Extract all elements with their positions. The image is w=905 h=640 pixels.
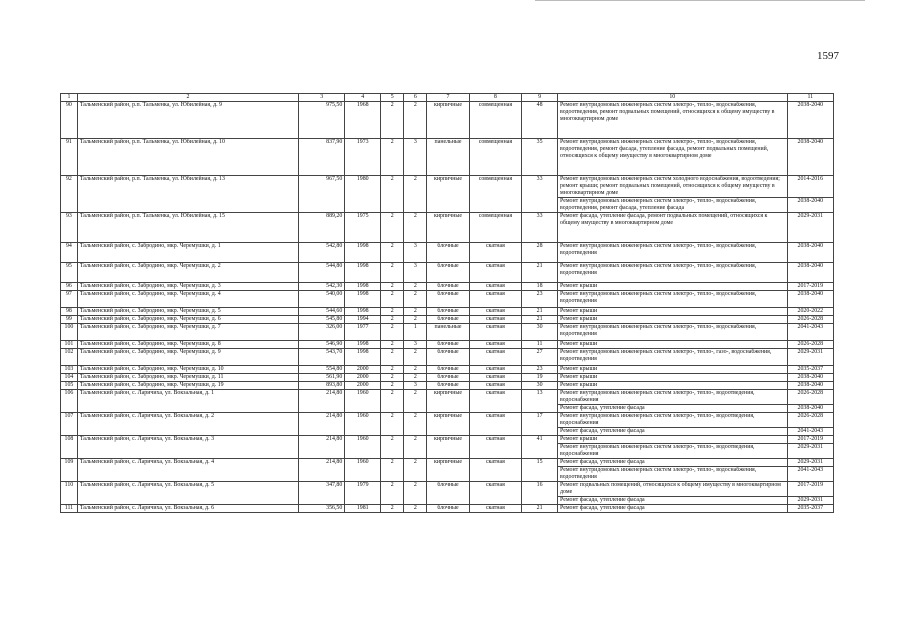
address-cell: Тальменский район, с. Забродино, мкр. Черемушки, д. 8 [77,341,298,349]
work-period-cell: 2029-2031 [787,213,833,243]
column-number: 9 [522,94,558,102]
floors-cell: 2 [381,374,404,382]
table-row [61,291,834,308]
wall-material-cell: блочные [427,263,469,283]
work-period-cell: 2038-2040 [787,263,833,283]
roof-type-cell: совмещенная [469,139,522,176]
count-cell: 35 [522,139,558,176]
floors-cell: 2 [381,308,404,316]
area-cell: 544,80 [299,263,345,283]
work-period-cell: 2026-2028 [787,390,833,405]
wall-material-cell: кирпичные [427,413,469,436]
row-number: 110 [61,482,78,505]
row-number: 95 [61,263,78,283]
work-description-cell: Ремонт подвальных помещений, относящихся к общему имуществу в многоквартирном доме [558,482,788,497]
wall-material-cell: блочные [427,382,469,390]
count-cell: 30 [522,324,558,341]
top-edge-rule [535,0,865,3]
address-cell: Тальменский район, с. Забродино, мкр. Черемушки, д. 6 [77,316,298,324]
entrances-cell: 2 [404,459,427,482]
column-number: 7 [427,94,469,102]
entrances-cell: 3 [404,139,427,176]
year-cell: 1977 [345,324,381,341]
work-period-cell: 2020-2022 [787,308,833,316]
row-number: 102 [61,349,78,366]
count-cell: 13 [522,390,558,413]
entrances-cell: 2 [404,482,427,505]
table-row [61,366,834,374]
count-cell: 21 [522,308,558,316]
entrances-cell: 2 [404,505,427,513]
floors-cell: 2 [381,283,404,291]
count-cell: 23 [522,291,558,308]
roof-type-cell: совмещенная [469,102,522,139]
year-cell: 1979 [345,482,381,505]
count-cell: 19 [522,374,558,382]
address-cell: Тальменский район, с. Ларичиха, ул. Вокзальная, д. 3 [77,436,298,459]
area-cell: 214,80 [299,390,345,413]
address-cell: Тальменский район, с. Ларичиха, ул. Вокзальная, д. 5 [77,482,298,505]
address-cell: Тальменский район, с. Забродино, мкр. Черемушки, д. 9 [77,349,298,366]
work-description-cell: Ремонт крыши [558,366,788,374]
work-period-cell: 2017-2019 [787,436,833,444]
address-cell: Тальменский район, с. Ларичиха, ул. Вокзальная, д. 6 [77,505,298,513]
address-cell: Тальменский район, с. Забродино, мкр. Черемушки, д. 7 [77,324,298,341]
address-cell: Тальменский район, с. Забродино, мкр. Черемушки, д. 11 [77,374,298,382]
housing-register-table [60,93,834,513]
wall-material-cell: блочные [427,291,469,308]
work-period-cell: 2017-2019 [787,283,833,291]
floors-cell: 2 [381,176,404,213]
roof-type-cell: скатная [469,349,522,366]
work-period-cell: 2017-2019 [787,482,833,497]
row-number: 94 [61,243,78,263]
entrances-cell: 3 [404,341,427,349]
table-row [61,243,834,263]
floors-cell: 2 [381,459,404,482]
floors-cell: 2 [381,263,404,283]
work-description-cell: Ремонт внутридомовых инженерных систем холодного водоснабжения, водоотведения; ремонт крыши; ремонт подвальных помещений, относящихся к общему имуществу в многоквартирном доме [558,176,788,198]
table-row [61,139,834,176]
floors-cell: 2 [381,482,404,505]
work-period-cell: 2029-2031 [787,349,833,366]
work-period-cell: 2026-2028 [787,413,833,428]
area-cell: 967,50 [299,176,345,213]
table-row [61,283,834,291]
area-cell: 356,50 [299,505,345,513]
area-cell: 542,80 [299,243,345,263]
table-row [61,505,834,513]
row-number: 93 [61,213,78,243]
address-cell: Тальменский район, р.п. Тальменка, ул. Юбилейная, д. 10 [77,139,298,176]
roof-type-cell: скатная [469,390,522,413]
work-period-cell: 2041-2043 [787,324,833,341]
area-cell: 545,80 [299,316,345,324]
work-period-cell: 2038-2040 [787,405,833,413]
count-cell: 23 [522,366,558,374]
work-description-cell: Ремонт фасада, утепление фасада [558,405,788,413]
roof-type-cell: скатная [469,263,522,283]
work-period-cell: 2038-2040 [787,243,833,263]
area-cell: 837,90 [299,139,345,176]
row-number: 104 [61,374,78,382]
floors-cell: 2 [381,349,404,366]
year-cell: 1960 [345,413,381,436]
area-cell: 347,80 [299,482,345,505]
year-cell: 1998 [345,291,381,308]
work-description-cell: Ремонт внутридомовых инженерных систем электро-, тепло-, водоснабжения, водоотведения [558,243,788,263]
work-description-cell: Ремонт крыши [558,341,788,349]
row-number: 97 [61,291,78,308]
entrances-cell: 1 [404,324,427,341]
wall-material-cell: блочные [427,349,469,366]
wall-material-cell: блочные [427,374,469,382]
table-row [61,459,834,467]
table-row [61,176,834,198]
area-cell: 214,80 [299,459,345,482]
roof-type-cell: скатная [469,459,522,482]
work-period-cell: 2026-2028 [787,316,833,324]
address-cell: Тальменский район, р.п. Тальменка, ул. Юбилейная, д. 9 [77,102,298,139]
row-number: 108 [61,436,78,459]
wall-material-cell: панельные [427,139,469,176]
area-cell: 561,90 [299,374,345,382]
wall-material-cell: кирпичные [427,436,469,459]
work-description-cell: Ремонт внутридомовых инженерных систем электро-, тепло-, водоснабжения, водоотведения, ремонт подвальных помещений, относящихся к общему имуществу в многоквартирном доме [558,102,788,139]
row-number: 101 [61,341,78,349]
work-period-cell: 2035-2037 [787,505,833,513]
work-period-cell: 2038-2040 [787,382,833,390]
wall-material-cell: блочные [427,316,469,324]
area-cell: 554,80 [299,366,345,374]
address-cell: Тальменский район, с. Забродино, мкр. Черемушки, д. 1 [77,243,298,263]
row-number: 107 [61,413,78,436]
count-cell: 11 [522,341,558,349]
count-cell: 27 [522,349,558,366]
work-description-cell: Ремонт крыши [558,374,788,382]
work-period-cell: 2026-2028 [787,341,833,349]
row-number: 100 [61,324,78,341]
year-cell: 1960 [345,459,381,482]
year-cell: 1994 [345,316,381,324]
wall-material-cell: блочные [427,341,469,349]
work-period-cell: 2041-2043 [787,428,833,436]
count-cell: 18 [522,283,558,291]
table-row [61,349,834,366]
work-description-cell: Ремонт крыши [558,283,788,291]
wall-material-cell: кирпичные [427,102,469,139]
entrances-cell: 2 [404,291,427,308]
work-description-cell: Ремонт крыши [558,316,788,324]
address-cell: Тальменский район, с. Забродино, мкр. Черемушки, д. 4 [77,291,298,308]
entrances-cell: 3 [404,243,427,263]
count-cell: 21 [522,263,558,283]
year-cell: 1998 [345,308,381,316]
floors-cell: 2 [381,243,404,263]
roof-type-cell: скатная [469,413,522,436]
row-number: 96 [61,283,78,291]
floors-cell: 2 [381,382,404,390]
table-row [61,263,834,283]
work-period-cell: 2029-2031 [787,497,833,505]
table-row [61,436,834,444]
work-description-cell: Ремонт внутридомовых инженерных систем электро-, тепло-, водоснабжения, водоотведения, ремонт фасада, утепление фасада, ремонт подвальных помещений, относящихся к общему имуществу в многоквартирном доме [558,139,788,176]
roof-type-cell: скатная [469,436,522,459]
row-number: 103 [61,366,78,374]
address-cell: Тальменский район, с. Ларичиха, ул. Вокзальная, д. 1 [77,390,298,413]
wall-material-cell: блочные [427,308,469,316]
wall-material-cell: кирпичные [427,176,469,213]
floors-cell: 2 [381,316,404,324]
work-period-cell: 2029-2031 [787,444,833,459]
row-number: 109 [61,459,78,482]
floors-cell: 2 [381,324,404,341]
count-cell: 28 [522,243,558,263]
work-period-cell: 2014-2016 [787,176,833,198]
year-cell: 1998 [345,341,381,349]
work-period-cell: 2038-2040 [787,198,833,213]
floors-cell: 2 [381,213,404,243]
work-description-cell: Ремонт внутридомовых инженерных систем электро-, тепло-, водоотведения, водоснабжения [558,413,788,428]
roof-type-cell: скатная [469,243,522,263]
floors-cell: 2 [381,505,404,513]
work-description-cell: Ремонт внутридомовых инженерных систем электро-, тепло-, водоснабжения, водоотведения [558,291,788,308]
year-cell: 1968 [345,102,381,139]
area-cell: 975,50 [299,102,345,139]
column-number: 11 [787,94,833,102]
table-row [61,213,834,243]
count-cell: 17 [522,413,558,436]
column-number: 8 [469,94,522,102]
roof-type-cell: скатная [469,283,522,291]
count-cell: 33 [522,176,558,213]
address-cell: Тальменский район, с. Ларичиха, ул. Вокзальная, д. 4 [77,459,298,482]
entrances-cell: 3 [404,382,427,390]
column-number-row [61,94,834,102]
count-cell: 33 [522,213,558,243]
row-number: 105 [61,382,78,390]
count-cell: 41 [522,436,558,459]
work-period-cell: 2038-2040 [787,291,833,308]
roof-type-cell: скатная [469,316,522,324]
column-number: 10 [558,94,788,102]
work-description-cell: Ремонт внутридомовых инженерных систем электро-, тепло-, водоотведения, водоснабжения [558,390,788,405]
row-number: 111 [61,505,78,513]
floors-cell: 2 [381,102,404,139]
area-cell: 542,30 [299,283,345,291]
entrances-cell: 2 [404,374,427,382]
work-description-cell: Ремонт фасада, утепление фасада [558,497,788,505]
column-number: 5 [381,94,404,102]
entrances-cell: 2 [404,366,427,374]
address-cell: Тальменский район, с. Забродино, мкр. Черемушки, д. 10 [77,366,298,374]
year-cell: 1960 [345,436,381,459]
entrances-cell: 2 [404,213,427,243]
roof-type-cell: скатная [469,482,522,505]
year-cell: 1981 [345,505,381,513]
area-cell: 214,80 [299,413,345,436]
count-cell: 21 [522,505,558,513]
roof-type-cell: скатная [469,366,522,374]
roof-type-cell: скатная [469,324,522,341]
address-cell: Тальменский район, с. Забродино, мкр. Черемушки, д. 19 [77,382,298,390]
roof-type-cell: совмещенная [469,176,522,213]
row-number: 92 [61,176,78,213]
address-cell: Тальменский район, с. Забродино, мкр. Черемушки, д. 2 [77,263,298,283]
column-number: 4 [345,94,381,102]
work-period-cell: 2038-2040 [787,139,833,176]
floors-cell: 2 [381,366,404,374]
work-description-cell: Ремонт крыши [558,308,788,316]
roof-type-cell: скатная [469,341,522,349]
wall-material-cell: блочные [427,505,469,513]
work-description-cell: Ремонт внутридомовых инженерных систем электро-, тепло-, водоотведения, водоснабжения [558,444,788,459]
year-cell: 1998 [345,283,381,291]
count-cell: 48 [522,102,558,139]
floors-cell: 2 [381,341,404,349]
work-description-cell: Ремонт внутридомовых инженерных систем электро-, тепло-, газо-, водоснабжения, водоотведения [558,349,788,366]
table-row [61,308,834,316]
floors-cell: 2 [381,413,404,436]
work-description-cell: Ремонт внутридомовых инженерных систем электро-, тепло-, водоснабжения, водоотведения [558,263,788,283]
table-row [61,102,834,139]
table-row [61,324,834,341]
column-number: 1 [61,94,78,102]
roof-type-cell: скатная [469,291,522,308]
roof-type-cell: скатная [469,505,522,513]
entrances-cell: 2 [404,283,427,291]
address-cell: Тальменский район, с. Забродино, мкр. Черемушки, д. 3 [77,283,298,291]
row-number: 90 [61,102,78,139]
table-row [61,341,834,349]
wall-material-cell: блочные [427,283,469,291]
work-description-cell: Ремонт фасада, утепление фасада [558,459,788,467]
table-row [61,482,834,497]
year-cell: 1998 [345,263,381,283]
address-cell: Тальменский район, с. Забродино, мкр. Черемушки, д. 5 [77,308,298,316]
area-cell: 889,20 [299,213,345,243]
year-cell: 2000 [345,366,381,374]
work-description-cell: Ремонт крыши [558,436,788,444]
year-cell: 1960 [345,390,381,413]
wall-material-cell: блочные [427,482,469,505]
entrances-cell: 2 [404,436,427,459]
work-description-cell: Ремонт фасада, утепление фасада [558,428,788,436]
address-cell: Тальменский район, р.п. Тальменка, ул. Юбилейная, д. 13 [77,176,298,213]
year-cell: 2000 [345,382,381,390]
work-period-cell: 2029-2031 [787,459,833,467]
work-description-cell: Ремонт крыши [558,382,788,390]
year-cell: 2000 [345,374,381,382]
work-description-cell: Ремонт фасада, утепление фасада, ремонт подвальных помещений, относящихся к общему имуществу в многоквартирном доме [558,213,788,243]
entrances-cell: 2 [404,102,427,139]
count-cell: 15 [522,459,558,482]
table-row [61,374,834,382]
area-cell: 546,90 [299,341,345,349]
work-description-cell: Ремонт внутридомовых инженерных систем электро-, тепло-, водоснабжения, водоотведения, ремонт фасада, утепление фасада [558,198,788,213]
work-description-cell: Ремонт внутридомовых инженерных систем электро-, тепло-, водоснабжения, водоотведения [558,467,788,482]
work-period-cell: 2035-2037 [787,366,833,374]
year-cell: 1975 [345,213,381,243]
wall-material-cell: кирпичные [427,390,469,413]
work-period-cell: 2041-2043 [787,467,833,482]
table-row [61,316,834,324]
area-cell: 540,00 [299,291,345,308]
roof-type-cell: скатная [469,382,522,390]
wall-material-cell: блочные [427,366,469,374]
year-cell: 1980 [345,176,381,213]
floors-cell: 2 [381,291,404,308]
row-number: 99 [61,316,78,324]
wall-material-cell: кирпичные [427,213,469,243]
count-cell: 16 [522,482,558,505]
address-cell: Тальменский район, с. Ларичиха, ул. Вокзальная, д. 2 [77,413,298,436]
year-cell: 1998 [345,349,381,366]
wall-material-cell: блочные [427,243,469,263]
row-number: 98 [61,308,78,316]
wall-material-cell: кирпичные [427,459,469,482]
roof-type-cell: совмещенная [469,213,522,243]
work-period-cell: 2038-2040 [787,102,833,139]
floors-cell: 2 [381,436,404,459]
area-cell: 326,00 [299,324,345,341]
roof-type-cell: скатная [469,374,522,382]
count-cell: 21 [522,316,558,324]
work-description-cell: Ремонт внутридомовых инженерных систем электро-, тепло-, водоснабжения, водоотведения [558,324,788,341]
year-cell: 1973 [345,139,381,176]
row-number: 91 [61,139,78,176]
table-row [61,390,834,405]
area-cell: 543,70 [299,349,345,366]
page-number: 1597 [817,50,839,62]
column-number: 3 [299,94,345,102]
entrances-cell: 2 [404,413,427,436]
row-number: 106 [61,390,78,413]
area-cell: 893,80 [299,382,345,390]
entrances-cell: 2 [404,390,427,413]
count-cell: 30 [522,382,558,390]
table-row [61,382,834,390]
area-cell: 214,80 [299,436,345,459]
entrances-cell: 2 [404,349,427,366]
column-number: 6 [404,94,427,102]
column-number: 2 [77,94,298,102]
entrances-cell: 2 [404,316,427,324]
address-cell: Тальменский район, р.п. Тальменка, ул. Юбилейная, д. 15 [77,213,298,243]
wall-material-cell: панельные [427,324,469,341]
entrances-cell: 3 [404,263,427,283]
table-row [61,413,834,428]
entrances-cell: 2 [404,308,427,316]
floors-cell: 2 [381,390,404,413]
work-description-cell: Ремонт фасада, утепление фасада [558,505,788,513]
entrances-cell: 2 [404,176,427,213]
year-cell: 1998 [345,243,381,263]
work-period-cell: 2038-2040 [787,374,833,382]
roof-type-cell: скатная [469,308,522,316]
floors-cell: 2 [381,139,404,176]
area-cell: 544,60 [299,308,345,316]
